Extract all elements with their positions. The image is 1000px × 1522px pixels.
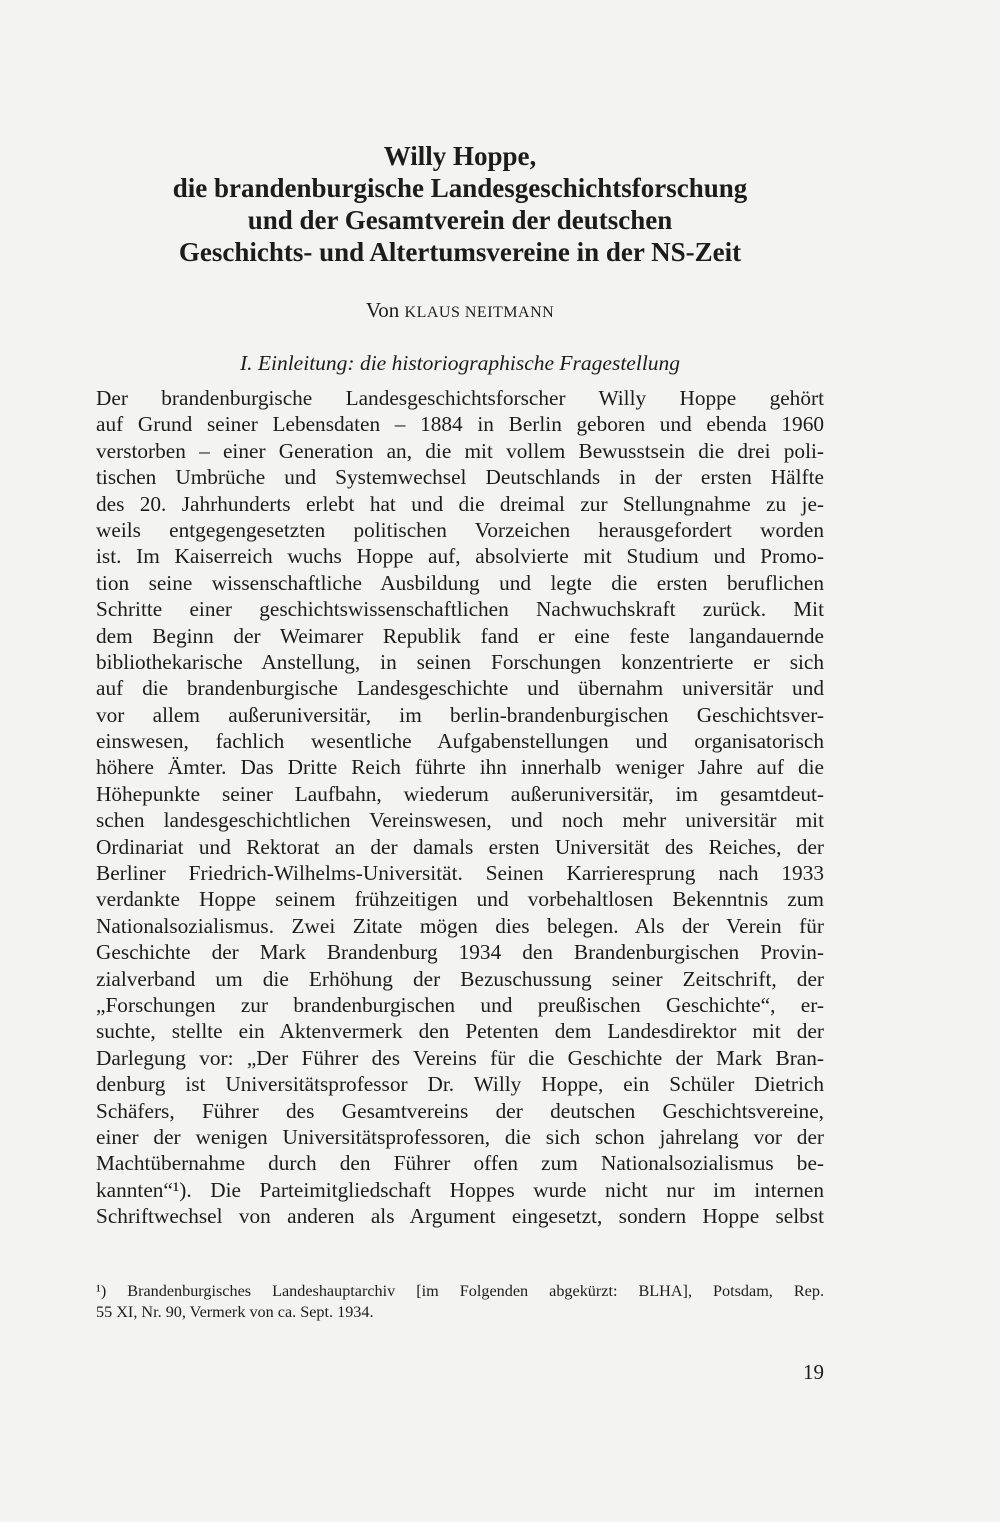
article-title: [96, 140, 824, 268]
body-line: Machtübernahme durch den Führer offen zum Nationalsozialismus be-: [96, 1151, 824, 1176]
page-number: 19: [803, 1360, 824, 1384]
section-heading: I. Einleitung: die historiographische Fragestellung: [239, 351, 681, 375]
body-line: Schritte einer geschichtswissenschaftlichen Nachwuchskraft zurück. Mit: [96, 597, 824, 622]
body-line: einer der wenigen Universitätsprofessoren, die sich schon jahrelang vor der: [96, 1124, 824, 1149]
body-line: verstorben – einer Generation an, die mit vollem Bewusstsein die drei poli-: [96, 438, 824, 463]
footnote-line: ¹) Brandenburgisches Landeshauptarchiv [im Folgenden abgekürzt: BLHA], Potsdam, Rep.: [96, 1282, 824, 1300]
body-line: auf Grund seiner Lebensdaten – 1884 in Berlin geboren und ebenda 1960: [96, 412, 824, 437]
author-prefix: Von: [365, 298, 400, 322]
body-line: Darlegung vor: „Der Führer des Vereins für die Geschichte der Mark Bran-: [96, 1045, 824, 1070]
title-line: Willy Hoppe,: [383, 141, 537, 171]
body-line: des 20. Jahrhunderts erlebt hat und die dreimal zur Stellungnahme zu je-: [96, 491, 824, 516]
body-line: Höhepunkte seiner Laufbahn, wiederum außeruniversitär, im gesamtdeut-: [96, 781, 824, 806]
body-line: höhere Ämter. Das Dritte Reich führte ihn innerhalb weniger Jahre auf die: [96, 755, 824, 780]
body-line: einswesen, fachlich wesentliche Aufgabenstellungen und organisatorisch: [96, 729, 824, 754]
title-line: Geschichts- und Altertumsvereine in der NS-Zeit: [178, 237, 742, 267]
body-line: verdankte Hoppe seinem frühzeitigen und vorbehaltlosen Bekenntnis zum: [96, 887, 824, 912]
body-line: „Forschungen zur brandenburgischen und preußischen Geschichte“, er-: [96, 992, 824, 1017]
body-line: Geschichte der Mark Brandenburg 1934 den Brandenburgischen Provin-: [96, 940, 824, 965]
body-line: bibliothekarische Anstellung, in seinen Forschungen konzentrierte er sich: [96, 649, 824, 674]
body-line: Ordinariat und Rektorat an der damals ersten Universität des Reiches, der: [96, 834, 824, 859]
body-line: Schäfers, Führer des Gesamtvereins der deutschen Geschichtsvereine,: [96, 1098, 824, 1123]
body-line: denburg ist Universitätsprofessor Dr. Willy Hoppe, ein Schüler Dietrich: [96, 1072, 824, 1097]
body-line: kannten“¹). Die Parteimitgliedschaft Hoppes wurde nicht nur im internen: [96, 1177, 824, 1202]
author-line: [96, 297, 824, 326]
body-paragraph: [96, 385, 824, 1230]
body-line: schen landesgeschichtlichen Vereinswesen, und noch mehr universitär mit: [96, 808, 824, 833]
body-line: tischen Umbrüche und Systemwechsel Deutschlands in der ersten Hälfte: [96, 465, 824, 490]
title-line: und der Gesamtverein der deutschen: [247, 205, 673, 235]
body-line: weils entgegengesetzten politischen Vorzeichen herausgefordert worden: [96, 517, 824, 542]
body-line: vor allem außeruniversitär, im berlin-brandenburgischen Geschichtsver-: [96, 702, 824, 727]
body-line: ist. Im Kaiserreich wuchs Hoppe auf, absolvierte mit Studium und Promo-: [96, 544, 824, 569]
body-line: zialverband um die Erhöhung der Bezuschussung seiner Zeitschrift, der: [96, 966, 824, 991]
footnote: [96, 1281, 824, 1323]
body-line: suchte, stellte ein Aktenvermerk den Petenten dem Landesdirektor mit der: [96, 1019, 824, 1044]
body-line: tion seine wissenschaftliche Ausbildung und legte die ersten beruflichen: [96, 570, 824, 595]
footnote-line: 55 XI, Nr. 90, Vermerk von ca. Sept. 1934.: [96, 1303, 374, 1321]
body-line: dem Beginn der Weimarer Republik fand er eine feste langandauernde: [96, 623, 824, 648]
body-line: Berliner Friedrich-Wilhelms-Universität. Seinen Karrieresprung nach 1933: [96, 861, 824, 886]
body-line: Der brandenburgische Landesgeschichtsforscher Willy Hoppe gehört: [96, 386, 824, 410]
title-line: die brandenburgische Landesgeschichtsforschung: [172, 173, 748, 203]
author-name: KLAUS NEITMANN: [404, 304, 555, 321]
body-line: auf die brandenburgische Landesgeschichte und übernahm universitär und: [96, 676, 824, 701]
body-line: Schriftwechsel von anderen als Argument eingesetzt, sondern Hoppe selbst: [96, 1204, 824, 1229]
body-line: Nationalsozialismus. Zwei Zitate mögen dies belegen. Als der Verein für: [96, 913, 824, 938]
